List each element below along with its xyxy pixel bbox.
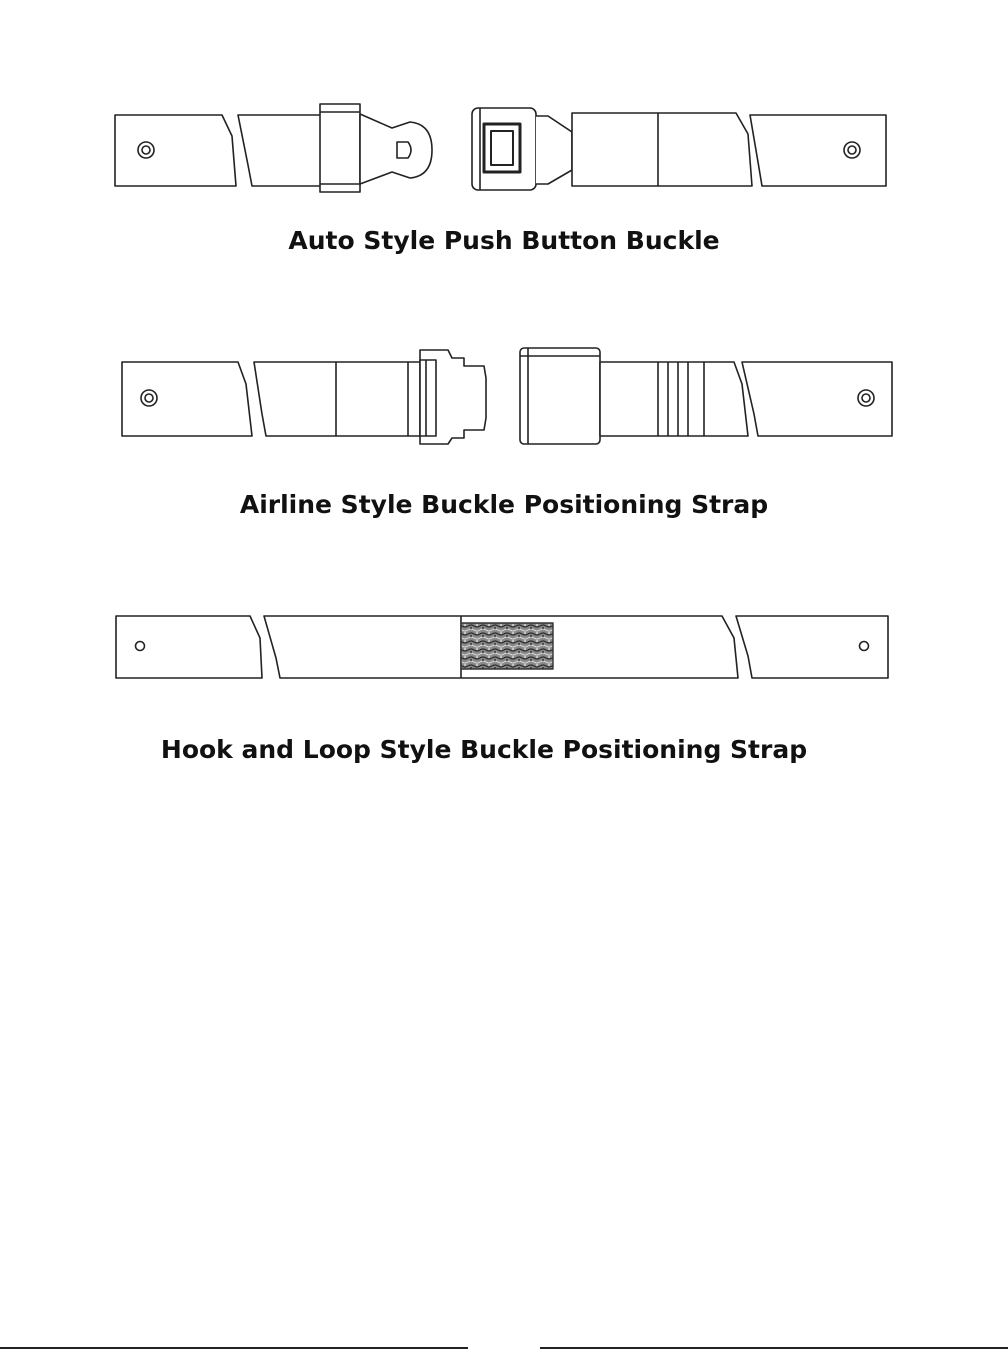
hook-and-loop-patch xyxy=(461,623,553,669)
auto-latch-sleeve xyxy=(320,104,360,192)
auto-left-strap-end xyxy=(115,115,236,186)
caption-airline-style-buckle-positioning-strap: Airline Style Buckle Positioning Strap xyxy=(239,490,769,519)
footer-rule-left xyxy=(0,1347,468,1349)
auto-right-strap-mid xyxy=(572,113,752,186)
footer-rule-right xyxy=(540,1347,1008,1349)
airline-left-strap-mid xyxy=(254,362,424,436)
caption-auto-style-push-button-buckle: Auto Style Push Button Buckle xyxy=(288,226,720,255)
caption-hook-and-loop-style-buckle-positioning-strap: Hook and Loop Style Buckle Positioning Strap xyxy=(160,735,808,764)
hook-right-grommet xyxy=(860,642,869,651)
airline-buckle-lid xyxy=(520,348,600,444)
hook-left-grommet xyxy=(136,642,145,651)
airline-right-strap-mid xyxy=(600,362,748,436)
auto-buckle-neck xyxy=(536,116,572,184)
auto-buckle-illustration xyxy=(0,96,1008,200)
auto-left-strap-mid xyxy=(238,115,322,186)
auto-right-strap-end xyxy=(750,115,886,186)
airline-buckle-illustration xyxy=(0,340,1008,452)
hook-and-loop-illustration xyxy=(0,606,1008,688)
auto-latch-tongue xyxy=(360,114,432,184)
